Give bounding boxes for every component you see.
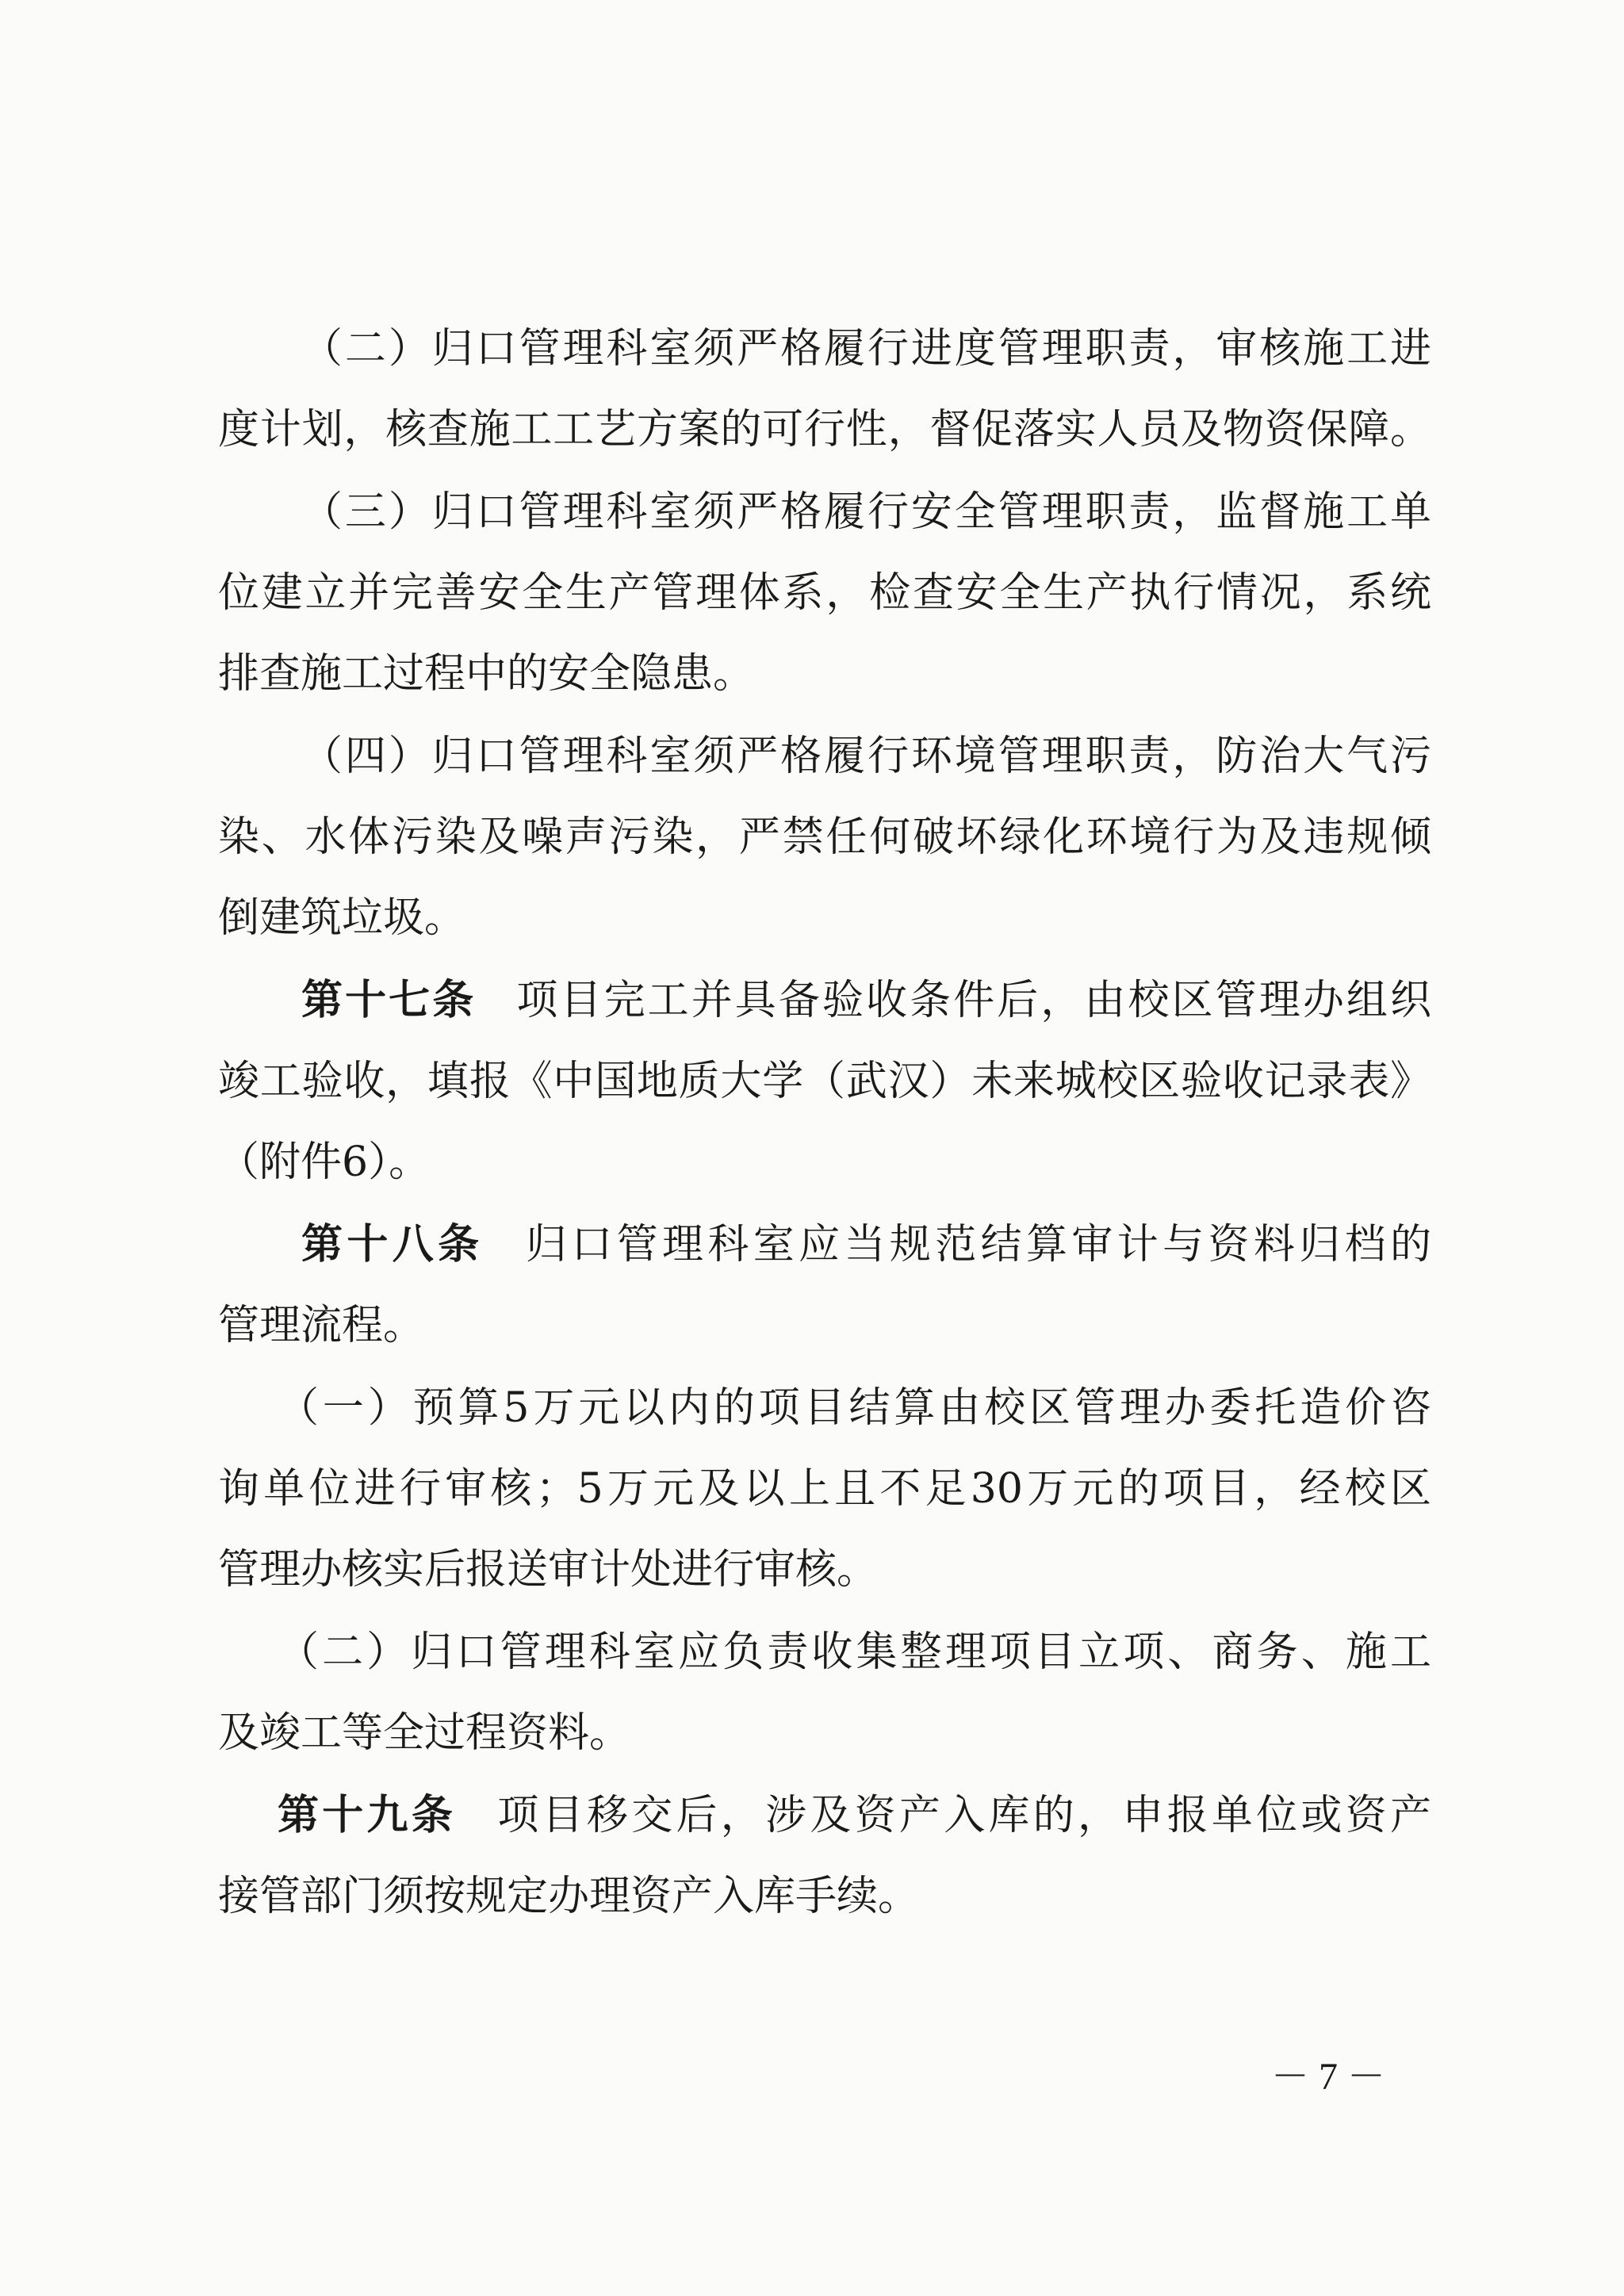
- paragraph-line: （附件6）。: [218, 1138, 431, 1186]
- paragraph-line: 接管部门须按规定办理资产入库手续。: [218, 1873, 920, 1920]
- article-17-text: 项目完工并具备验收条件后，由校区管理办组织: [514, 977, 1431, 1024]
- article-18-line: [301, 1205, 1431, 1284]
- paragraph-line: （三）归口管理科室须严格履行安全管理职责，监督施工单: [301, 488, 1431, 536]
- paragraph-line: （一）预算5万元以内的项目结算由校区管理办委托造价咨: [278, 1384, 1431, 1432]
- article-19-line: [278, 1776, 1431, 1855]
- article-18-text: 归口管理科室应当规范结算审计与资料归档的: [521, 1221, 1431, 1269]
- paragraph-line: 及竣工等全过程资料。: [218, 1709, 631, 1757]
- paragraph-line: 排查施工过程中的安全隐患。: [218, 650, 755, 698]
- paragraph-line: 倒建筑垃圾。: [218, 894, 466, 942]
- page-number: － 7 －: [1270, 2056, 1385, 2098]
- article-19-heading: 第十九条: [278, 1792, 457, 1839]
- paragraph-line: （四）归口管理科室须严格履行环境管理职责，防治大气污: [301, 733, 1431, 780]
- article-19-text: 项目移交后，涉及资产入库的，申报单位或资产: [494, 1792, 1431, 1839]
- paragraph-line: 染、水体污染及噪声污染，严禁任何破坏绿化环境行为及违规倾: [218, 813, 1431, 861]
- paragraph-line: 管理流程。: [218, 1302, 425, 1349]
- article-17-heading: 第十七条: [301, 977, 477, 1024]
- paragraph-line: 询单位进行审核；5万元及以上且不足30万元的项目，经校区: [218, 1465, 1431, 1513]
- article-18-heading: 第十八条: [301, 1221, 484, 1269]
- paragraph-line: （二）归口管理科室应负责收集整理项目立项、商务、施工: [278, 1628, 1431, 1676]
- paragraph-line: 位建立并完善安全生产管理体系，检查安全生产执行情况，系统: [218, 569, 1431, 617]
- article-17-line: [301, 961, 1431, 1040]
- paragraph-line: 竣工验收，填报《中国地质大学（武汉）未来城校区验收记录表》: [218, 1058, 1431, 1105]
- paragraph-line: 度计划，核查施工工艺方案的可行性，督促落实人员及物资保障。: [218, 406, 1431, 453]
- paragraph-line: （二）归口管理科室须严格履行进度管理职责，审核施工进: [301, 325, 1431, 373]
- paragraph-line: 管理办核实后报送审计处进行审核。: [218, 1546, 879, 1594]
